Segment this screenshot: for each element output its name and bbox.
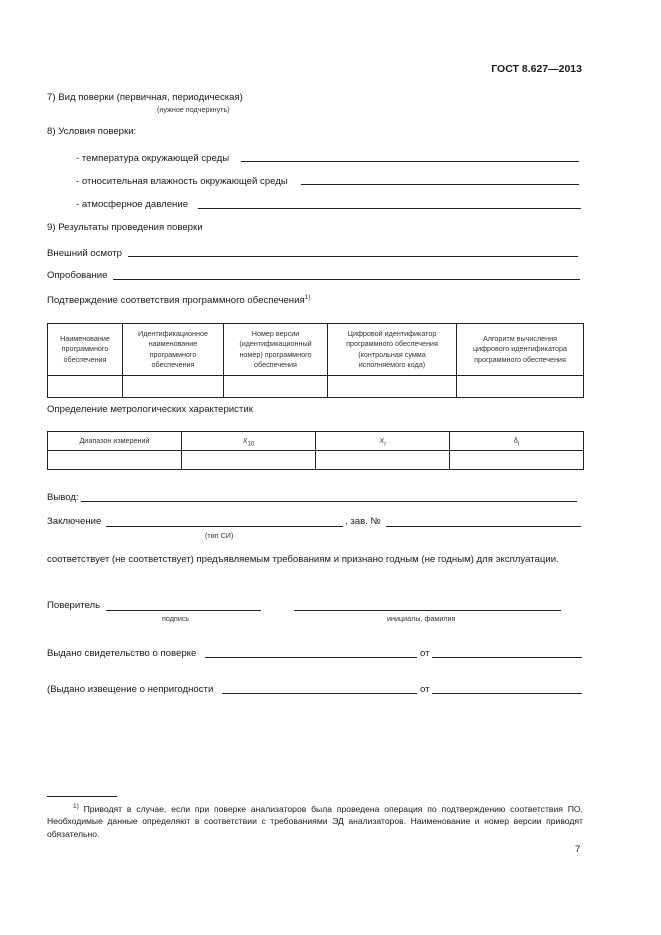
sw-cell[interactable] xyxy=(48,376,123,398)
instrument-type-note: (тип СИ) xyxy=(205,531,234,540)
document-code: ГОСТ 8.627—2013 xyxy=(491,63,582,75)
section-7-label: 7) Вид поверки (первичная, периодическая) xyxy=(47,92,243,103)
metro-cell[interactable] xyxy=(316,451,450,470)
certificate-issued-label: Выдано свидетельство о поверке xyxy=(47,648,197,659)
sw-cell[interactable] xyxy=(224,376,328,398)
metro-cell[interactable] xyxy=(182,451,316,470)
initials-field[interactable] xyxy=(294,610,561,611)
section-9-label: 9) Результаты проведения поверки xyxy=(47,222,203,233)
verifier-label: Поверитель xyxy=(47,600,101,611)
section-8-label: 8) Условия поверки: xyxy=(47,126,137,137)
humidity-label: - относительная влажность окружающей среды xyxy=(76,176,288,187)
footnote xyxy=(47,803,583,840)
sw-col-name: Наименование программного обеспечения xyxy=(48,324,123,376)
notice-date-field[interactable] xyxy=(432,693,582,694)
footnote-number: 1) xyxy=(73,803,79,811)
footnote-text: Приводят в случае, если при поверке анализаторов была проведена операция по подтверждению соответствия ПО. Необходимые данные определяют в соответствии с требованиями ЭД анализаторов. Наименование и номер версии приводят обязательно. xyxy=(47,804,583,839)
metro-cell[interactable] xyxy=(48,451,182,470)
delta-header: $\delta_i$ xyxy=(450,432,584,451)
underline-note: (нужное подчеркнуть) xyxy=(157,105,230,114)
metrology-empty-row xyxy=(48,451,584,470)
sw-col-ident-name: Идентификационное наименование программного обеспечения xyxy=(123,324,224,376)
serial-number-field[interactable] xyxy=(386,526,581,527)
notice-number-field[interactable] xyxy=(222,693,417,694)
software-table xyxy=(47,323,584,398)
footnote-separator xyxy=(47,796,117,797)
sw-cell[interactable] xyxy=(457,376,584,398)
sw-empty-row xyxy=(48,376,584,398)
visual-inspection-label: Внешний осмотр xyxy=(47,248,122,259)
metrology-label: Определение метрологических характеристик xyxy=(47,404,253,415)
sw-col-digital-id: Цифровой идентификатор программного обеспечения (контрольная сумма исполняемого кода) xyxy=(328,324,457,376)
sw-cell[interactable] xyxy=(328,376,457,398)
visual-inspection-field[interactable] xyxy=(128,256,578,257)
signature-field[interactable] xyxy=(106,610,261,611)
output-field[interactable] xyxy=(81,501,577,502)
sw-col-version: Номер версии (идентификационный номер) программного обеспечения xyxy=(224,324,328,376)
notice-from-label: от xyxy=(420,684,430,695)
sw-cell[interactable] xyxy=(123,376,224,398)
initials-caption: инициалы, фамилия xyxy=(387,614,456,623)
temperature-field[interactable] xyxy=(241,161,579,162)
xi-header: $X_i$ xyxy=(316,432,450,451)
testing-label: Опробование xyxy=(47,270,108,281)
compliance-statement: соответствует (не соответствует) предъявляемым требованиям и признано годным (не годным) для эксплуатации. xyxy=(47,554,559,565)
x10-header: $X_{10}$ xyxy=(182,432,316,451)
instrument-type-field[interactable] xyxy=(106,526,343,527)
metrology-table xyxy=(47,431,584,470)
sw-col-algorithm: Алгоритм вычисления цифрового идентификатора программного обеспечения xyxy=(457,324,584,376)
certificate-date-field[interactable] xyxy=(432,657,582,658)
certificate-number-field[interactable] xyxy=(205,657,417,658)
software-confirmation-text: Подтверждение соответствия программного обеспечения xyxy=(47,295,305,306)
pressure-field[interactable] xyxy=(198,208,581,209)
output-label: Вывод: xyxy=(47,492,79,503)
conclusion-label: Заключение xyxy=(47,516,102,527)
certificate-from-label: от xyxy=(420,648,430,659)
serial-number-label: , зав. № xyxy=(345,516,381,527)
signature-caption: подпись xyxy=(162,614,190,623)
range-header: Диапазон измерений xyxy=(48,432,182,451)
page-number: 7 xyxy=(575,844,581,855)
software-confirmation-label xyxy=(47,293,311,306)
temperature-label: - температура окружающей среды xyxy=(76,153,230,164)
pressure-label: - атмосферное давление xyxy=(76,199,189,210)
testing-field[interactable] xyxy=(113,279,580,280)
unfitness-notice-label: (Выдано извещение о непригодности xyxy=(47,684,214,695)
footnote-mark: 1) xyxy=(304,293,311,301)
metro-cell[interactable] xyxy=(450,451,584,470)
humidity-field[interactable] xyxy=(301,184,579,185)
